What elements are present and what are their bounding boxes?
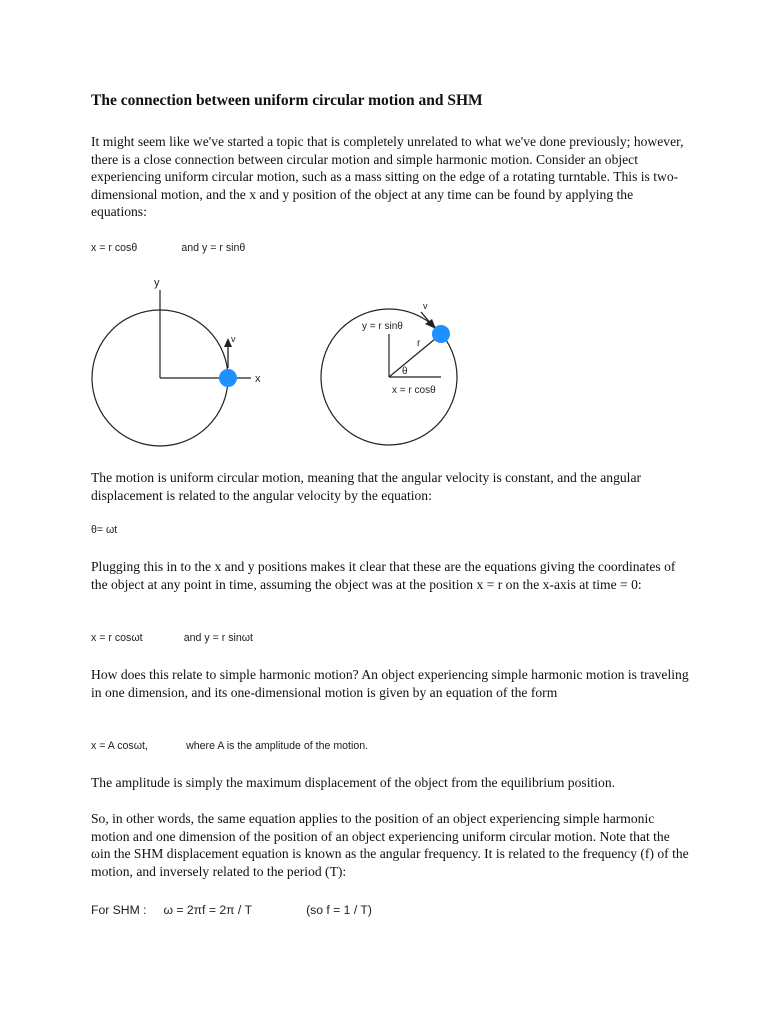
paragraph-coordinates: Plugging this in to the x and y positions makes it clear that these are the equations giving the coordinates of the object at any point in time, assuming the object was at the position x = r on the x-axis at time = 0: — [91, 559, 676, 592]
x-component-label: x = r cosθ — [392, 385, 436, 396]
mass-dot — [219, 369, 237, 387]
x-axis-label: x — [255, 373, 261, 385]
y-component-label: y = r sinθ — [362, 321, 403, 332]
circular-motion-diagram-right — [315, 292, 475, 452]
equation-position: x = r cosθ and y = r sinθ — [91, 242, 246, 254]
paragraph-intro: It might seem like we've started a topic that is completely unrelated to what we've done previously; however, there is a close connection between circular motion and simple harmonic motion. Consider an object experiencing uniform circular motion, such as a mass sitting on the edge of a rotating turntable. This is two-dimensional motion, and the x and y position of the object at any time can be found by applying the equations: — [91, 134, 684, 219]
paragraph-angular-frequency: So, in other words, the same equation applies to the position of an object experiencing simple harmonic motion and one dimension of the position of an object experiencing uniform circular motion. Note that the ωin the SHM displacement equation is known as the angular frequency. It is related to the frequency (f) of the motion, and inversely related to the period (T): — [91, 811, 689, 879]
circular-motion-diagram-left — [85, 270, 285, 460]
equation-shm: x = A cosωt, where A is the amplitude of the motion. — [91, 740, 369, 752]
y-axis-label: y — [154, 277, 160, 289]
mass-dot — [432, 325, 450, 343]
velocity-label: v — [231, 334, 236, 344]
radius-line — [389, 334, 441, 377]
velocity-label: v — [423, 301, 428, 311]
paragraph-amplitude: The amplitude is simply the maximum displacement of the object from the equilibrium position. — [91, 775, 616, 790]
equation-frequency: For SHM : ω = 2πf = 2π / T (so f = 1 / T) — [91, 903, 372, 917]
paragraph-shm: How does this relate to simple harmonic motion? An object experiencing simple harmonic motion is traveling in one dimension, and its one-dimensional motion is given by an equation of the form — [91, 667, 689, 700]
equation-theta: θ= ωt — [91, 524, 118, 536]
radius-label: r — [417, 338, 421, 349]
paragraph-angular: The motion is uniform circular motion, meaning that the angular velocity is constant, and the angular displacement is related to the angular velocity by the equation: — [91, 470, 642, 503]
page-title: The connection between uniform circular motion and SHM — [91, 92, 483, 109]
angle-label: θ — [402, 366, 408, 377]
equation-time-position: x = r cosωt and y = r sinωt — [91, 632, 253, 644]
